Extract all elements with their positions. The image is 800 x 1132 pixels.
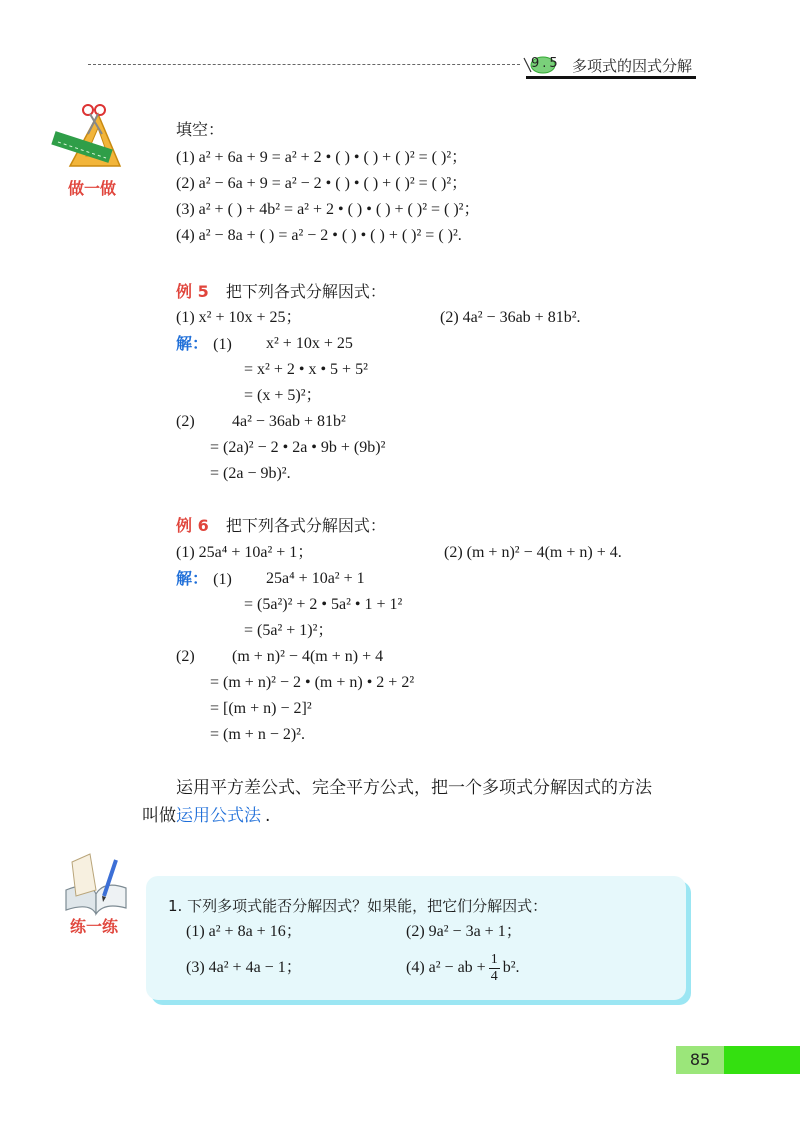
example5-solution-1-start [176,334,232,355]
example6-problem-2: (2) (m + n)² − 4(m + n) + 4. [444,544,622,561]
practice-item-4-suffix: b². [502,959,520,976]
fill-line-4: (4) a² − 8a + ( ) = a² − 2 • ( ) • ( ) + ( )² = ( )². [176,227,462,244]
example6-sol2-line-4: = (m + n − 2)². [210,726,305,743]
fill-line-1: (1) a² + 6a + 9 = a² + 2 • ( ) • ( ) + ( )² = ( )²； [176,149,468,166]
fill-line-3: (3) a² + ( ) + 4b² = a² + 2 • ( ) • ( ) + ( )² = ( )²； [176,201,480,218]
page-number: 85 [689,1050,711,1069]
try-it-label: 做一做 [68,179,117,198]
example6-sol1-line-1: 25a⁴ + 10a² + 1 [266,570,365,587]
example6-label: 例 6 [176,516,209,535]
example6-sol1-line-3: = (5a² + 1)²； [244,622,334,639]
practice-item-1: (1) a² + 8a + 16； [186,923,302,940]
summary-line-2 [142,806,270,826]
example5-sol1-line-3: = (x + 5)²； [244,387,322,404]
example6-title: 把下列各式分解因式： [225,516,386,535]
key-term: 运用公式法 [176,806,261,826]
summary-prefix: 叫做 [142,806,176,826]
practice-item-4-prefix: (4) a² − ab + [406,959,486,976]
header-thick-rule [526,76,696,79]
try-it-prompt: 填空： [176,120,225,139]
practice-item-4 [406,948,520,988]
section-number: 9.5 [531,56,561,71]
page-number-bar [724,1046,800,1074]
example5-sol2-line-1: 4a² − 36ab + 81b² [232,413,346,430]
example5-title: 把下列各式分解因式： [225,282,386,301]
example6-solution-1-start [176,569,232,590]
header-dashed-rule [88,64,520,65]
example5-label: 例 5 [176,282,209,301]
example5-sol1-line-1: x² + 10x + 25 [266,335,353,352]
fraction-numerator: 1 [490,951,498,967]
example6-sol1-line-2: = (5a²)² + 2 • 5a² • 1 + 1² [244,596,403,613]
example6-sol2-tag: (2) [176,648,195,665]
example5-sol2-tag: (2) [176,413,195,430]
example6-sol2-line-3: = [(m + n) − 2]² [210,700,312,717]
notebook-pen-icon [60,850,140,916]
practice-box [146,876,686,1000]
example6-sol2-line-1: (m + n)² − 4(m + n) + 4 [232,648,384,665]
practice-item-2: (2) 9a² − 3a + 1； [406,923,522,940]
summary-line-1: 运用平方差公式、完全平方公式，把一个多项式分解因式的方法 [176,778,652,798]
example5-heading [176,282,386,302]
example5-sol1-tag: (1) [213,336,232,353]
fill-line-2: (2) a² − 6a + 9 = a² − 2 • ( ) • ( ) + ( )² = ( )²； [176,175,468,192]
ruler-scissors-icon [48,104,128,170]
fraction-denominator: 4 [490,968,498,984]
section-title: 多项式的因式分解 [572,57,693,75]
example5-solution-label: 解： [176,334,209,353]
example6-solution-label: 解： [176,569,209,588]
section-number-badge [522,56,562,74]
fraction [489,952,500,985]
example6-sol2-line-2: = (m + n)² − 2 • (m + n) • 2 + 2² [210,674,415,691]
practice-item-3: (3) 4a² + 4a − 1； [186,959,302,976]
page-number-tab [676,1046,724,1074]
example5-sol2-line-2: = (2a)² − 2 • 2a • 9b + (9b)² [210,439,386,456]
example6-problem-1: (1) 25a⁴ + 10a² + 1； [176,544,314,561]
example6-sol1-tag: (1) [213,571,232,588]
example6-heading [176,516,386,536]
example5-sol1-line-2: = x² + 2 • x • 5 + 5² [244,361,368,378]
summary-suffix: . [265,806,271,826]
example5-problem-2: (2) 4a² − 36ab + 81b². [440,309,581,326]
try-it-icon [48,104,128,198]
practice-question: 1. 下列多项式能否分解因式？如果能，把它们分解因式： [168,897,548,915]
practice-icon [60,850,140,934]
practice-label: 练一练 [70,917,119,936]
example5-sol2-line-3: = (2a − 9b)². [210,465,291,482]
example5-problem-1: (1) x² + 10x + 25； [176,309,302,326]
